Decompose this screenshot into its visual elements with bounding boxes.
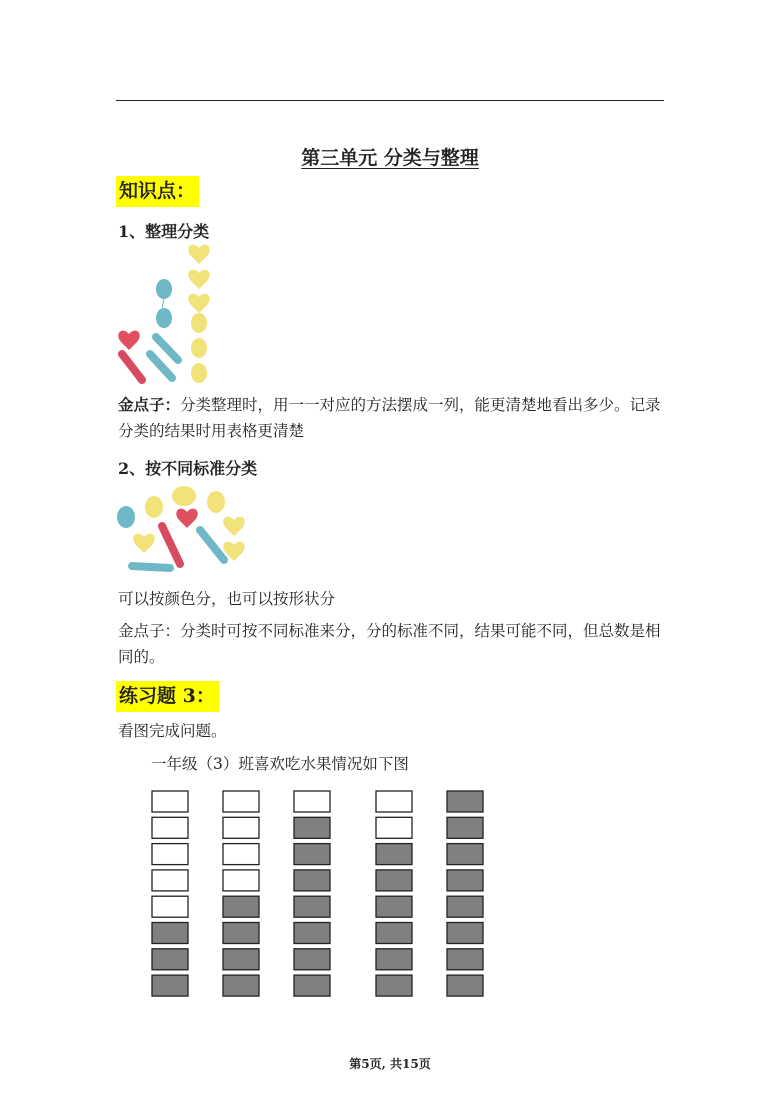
pictograph-cell-col4-row1-empty <box>376 791 412 812</box>
pictograph-cell-col4-row7-filled <box>376 949 412 970</box>
pictograph-cell-col4-row2-empty <box>376 817 412 838</box>
pictograph-cell-col5-row8-filled <box>447 975 483 996</box>
pictograph-cell-col2-row7-filled <box>223 949 259 970</box>
pictograph-cell-col1-row3-empty <box>152 844 188 865</box>
pictograph-cell-col2-row6-filled <box>223 923 259 944</box>
pictograph-cell-col3-row1-empty <box>294 791 330 812</box>
section-2-title: 2、按不同标准分类 <box>118 459 258 478</box>
pictograph-cell-col5-row1-filled <box>447 791 483 812</box>
pictograph-cell-col4-row6-filled <box>376 923 412 944</box>
tip-1-text-line2: 分类的结果时用表格更清楚 <box>118 422 305 440</box>
pictograph-cell-col1-row5-empty <box>152 896 188 917</box>
pictograph-cell-col1-row8-filled <box>152 975 188 996</box>
pictograph-cell-col2-row2-empty <box>223 817 259 838</box>
page-title: 第三单元 分类与整理 <box>301 147 479 169</box>
pictograph-cell-col2-row3-empty <box>223 844 259 865</box>
pictograph-cell-col2-row5-filled <box>223 896 259 917</box>
pictograph-cell-col1-row6-filled <box>152 923 188 944</box>
pictograph-cell-col2-row8-filled <box>223 975 259 996</box>
exercise-instruction: 看图完成问题。 <box>118 722 227 740</box>
exercise-heading: 练习题 3： <box>116 681 219 712</box>
pictograph-cell-col5-row2-filled <box>447 817 483 838</box>
pictograph-cell-col2-row4-empty <box>223 870 259 891</box>
pictograph-cell-col4-row5-filled <box>376 896 412 917</box>
section-1-title: 1、整理分类 <box>118 222 210 241</box>
pictograph-cell-col3-row6-filled <box>294 923 330 944</box>
pictograph-cell-col5-row6-filled <box>447 923 483 944</box>
pictograph-cell-col5-row3-filled <box>447 844 483 865</box>
knowledge-heading: 知识点： <box>116 176 199 207</box>
pictograph-cell-col4-row4-filled <box>376 870 412 891</box>
pictograph-cell-col5-row7-filled <box>447 949 483 970</box>
pictograph-cell-col3-row4-filled <box>294 870 330 891</box>
pictograph-cell-col1-row2-empty <box>152 817 188 838</box>
pictograph-cell-col1-row1-empty <box>152 791 188 812</box>
tip-2-line1: 金点子：分类时可按不同标准来分，分的标准不同，结果可能不同，但总数是相 <box>118 622 661 640</box>
pictograph-cell-col3-row2-filled <box>294 817 330 838</box>
tip-1-text-line1: 分类整理时，用一一对应的方法摆成一列，能更清楚地看出多少。记录 <box>180 396 661 414</box>
pictograph-cell-col5-row5-filled <box>447 896 483 917</box>
chart-caption: 一年级（3）班喜欢吃水果情况如下图 <box>151 755 409 773</box>
pictograph-cell-col1-row7-filled <box>152 949 188 970</box>
pictograph-cell-col3-row3-filled <box>294 844 330 865</box>
tip-2-line2: 同的。 <box>118 648 165 666</box>
classify-note: 可以按颜色分，也可以按形状分 <box>118 590 336 608</box>
page-number: 第5页, 共15页 <box>349 1057 431 1071</box>
pictograph-cell-col1-row4-empty <box>152 870 188 891</box>
pictograph-cell-col3-row7-filled <box>294 949 330 970</box>
pictograph-cell-col3-row8-filled <box>294 975 330 996</box>
pictograph-cell-col3-row5-filled <box>294 896 330 917</box>
pictograph-cell-col4-row3-filled <box>376 844 412 865</box>
pictograph-cell-col5-row4-filled <box>447 870 483 891</box>
tip-1-label: 金点子： <box>118 395 181 414</box>
pictograph-cell-col2-row1-empty <box>223 791 259 812</box>
pictograph-cell-col4-row8-filled <box>376 975 412 996</box>
